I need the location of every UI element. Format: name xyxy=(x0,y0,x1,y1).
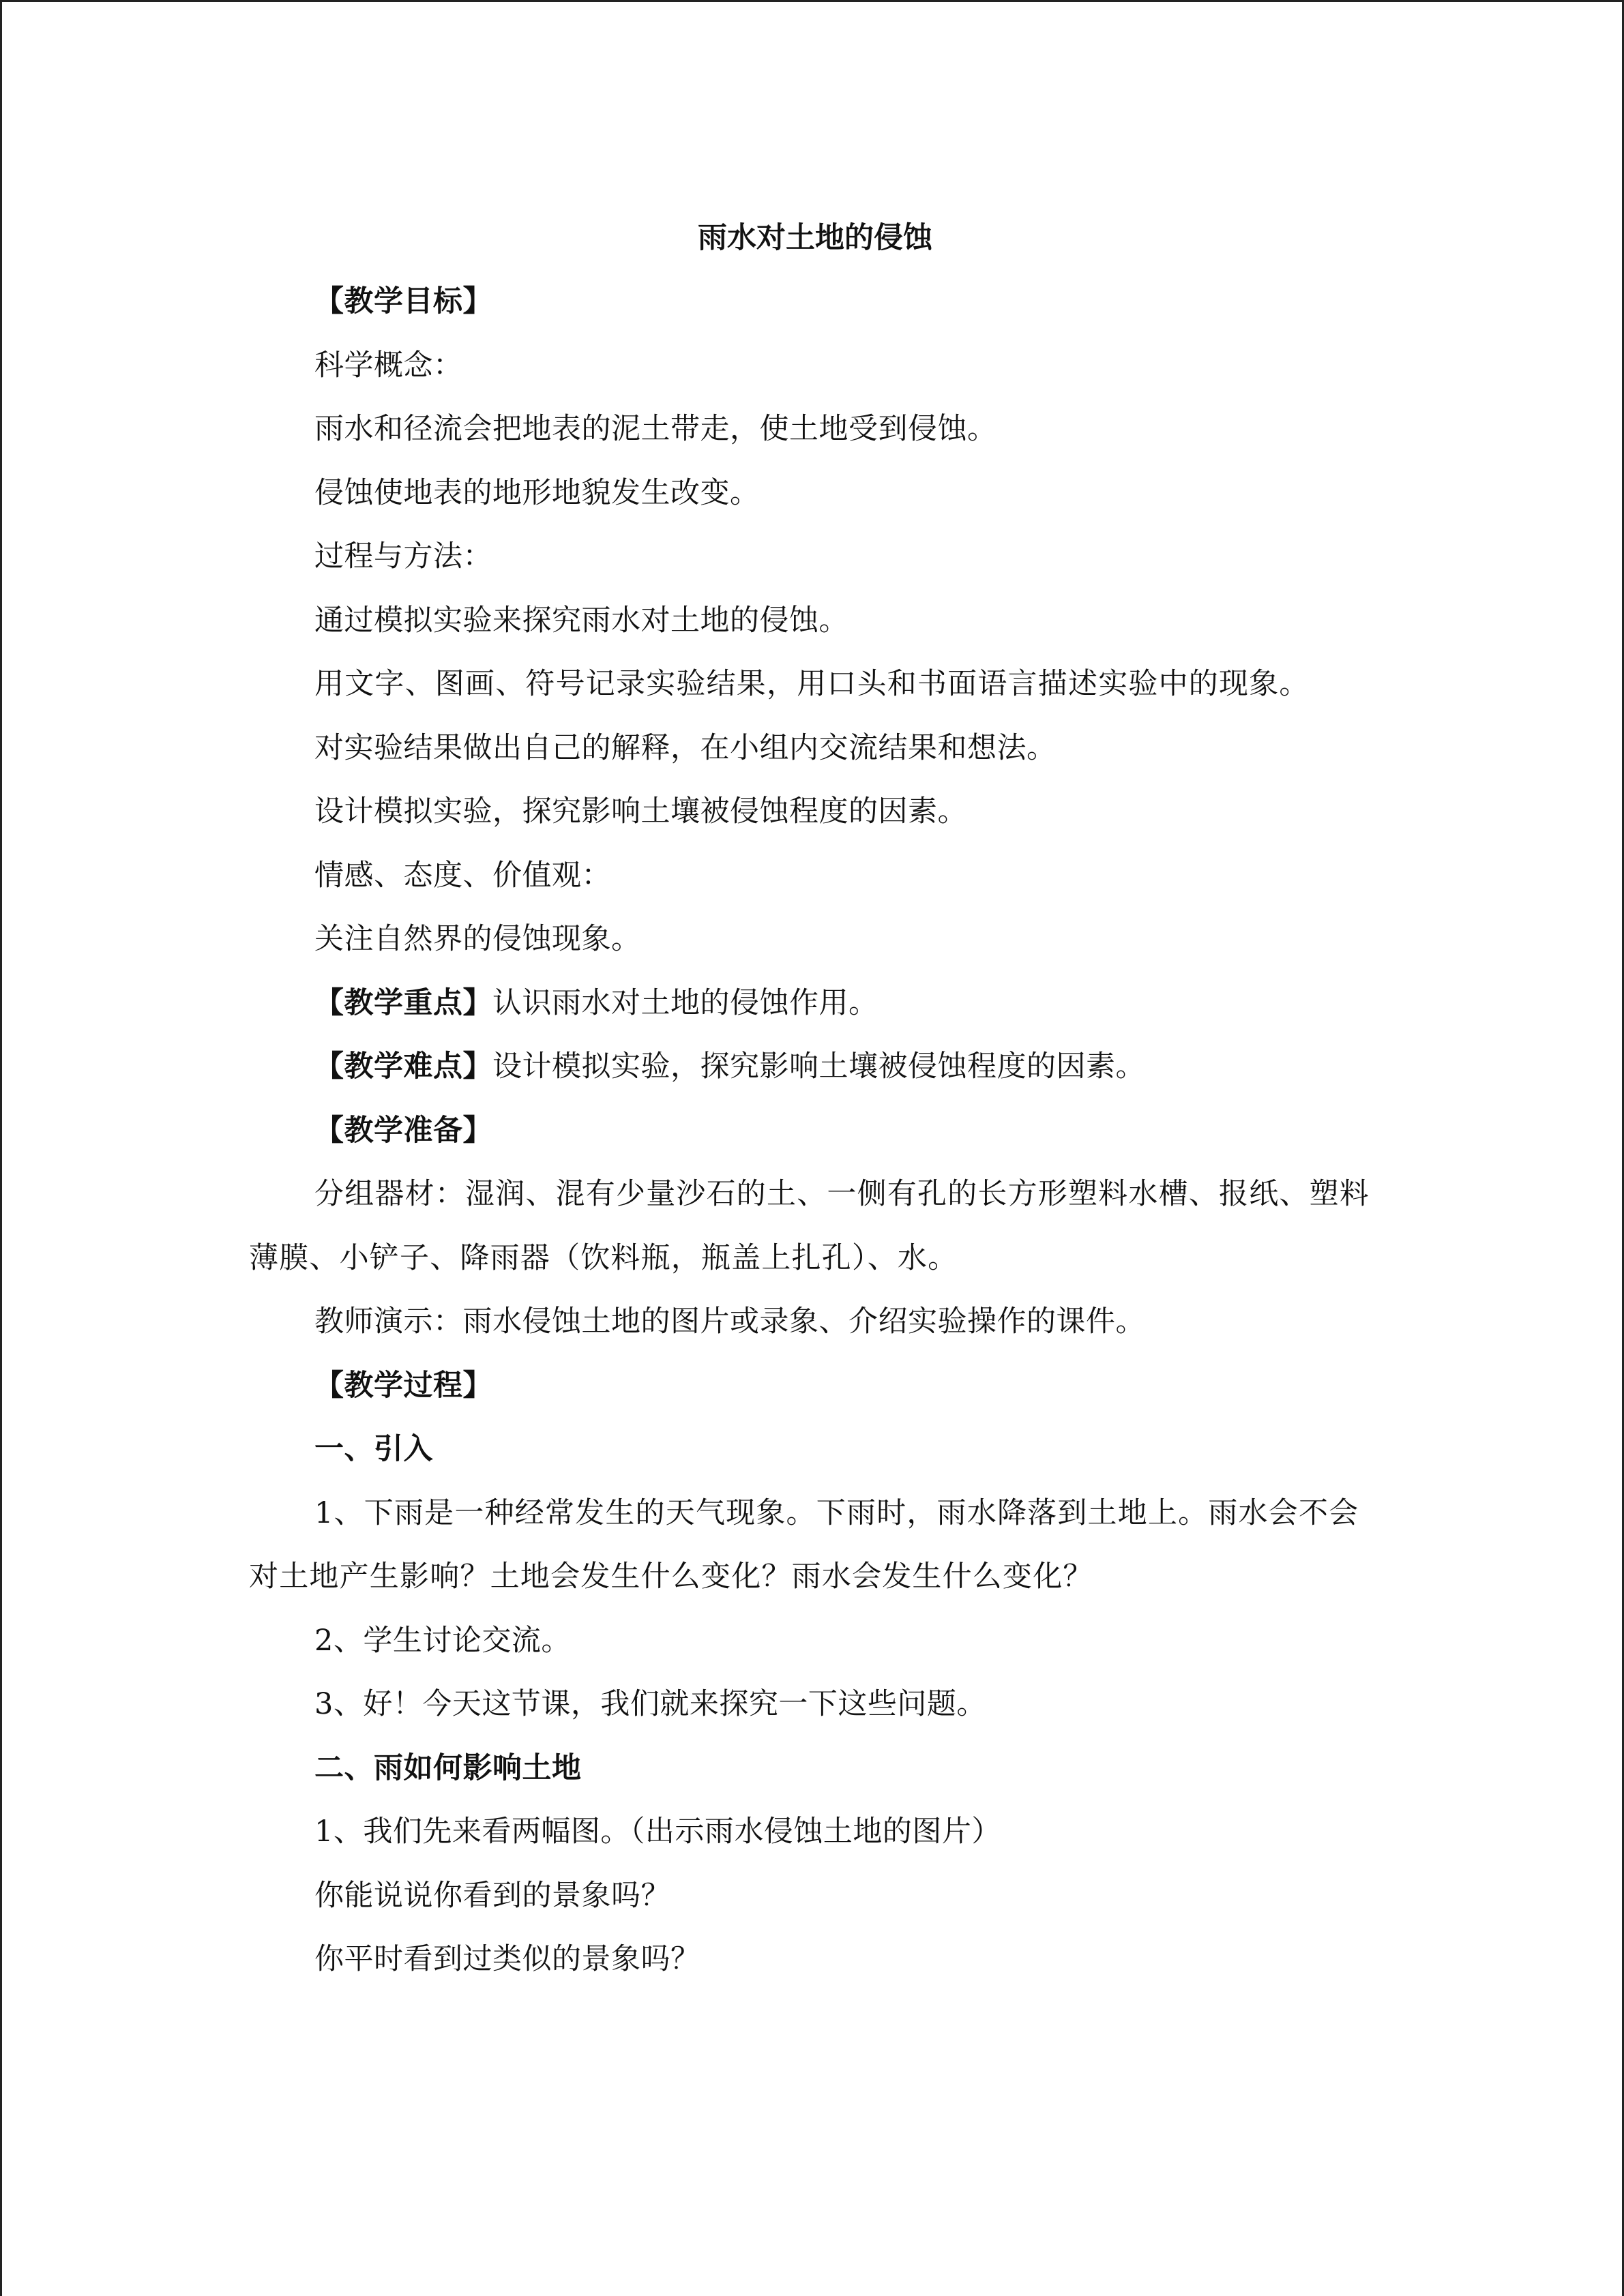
document-body xyxy=(249,207,1381,1992)
paragraph: 教师演示：雨水侵蚀土地的图片或录象、介绍实验操作的课件。 xyxy=(314,1304,1145,1339)
paragraph: 关注自然界的侵蚀现象。 xyxy=(314,922,641,956)
section-heading-key-point: 【教学重点】 xyxy=(314,985,492,1020)
paragraph: 科学概念： xyxy=(314,348,463,383)
paragraph: 对实验结果做出自己的解释，在小组内交流结果和想法。 xyxy=(314,730,1057,765)
difficulty-line xyxy=(249,1035,1381,1099)
difficulty-text: 设计模拟实验，探究影响土壤被侵蚀程度的因素。 xyxy=(492,1049,1145,1084)
key-point-line xyxy=(249,972,1381,1036)
paragraph: 用文字、图画、符号记录实验结果，用口头和书面语言描述实验中的现象。 xyxy=(314,667,1310,701)
paragraph: 3、好！今天这节课，我们就来探究一下这些问题。 xyxy=(314,1687,986,1721)
subsection-heading-rain-effect: 二、雨如何影响土地 xyxy=(314,1750,582,1785)
subsection-heading-intro: 一、引入 xyxy=(314,1432,433,1466)
paragraph: 侵蚀使地表的地形地貌发生改变。 xyxy=(314,475,760,510)
paragraph: 设计模拟实验，探究影响土壤被侵蚀程度的因素。 xyxy=(314,794,967,829)
paragraph: 1、下雨是一种经常发生的天气现象。下雨时，雨水降落到土地上。雨水会不会对土地产生影响？土地会发生什么变化？雨水会发生什么变化？ xyxy=(249,1495,1359,1594)
paragraph: 你能说说你看到的景象吗？ xyxy=(314,1878,670,1913)
section-heading-preparation: 【教学准备】 xyxy=(314,1113,492,1148)
paragraph: 分组器材：湿润、混有少量沙石的土、一侧有孔的长方形塑料水槽、报纸、塑料薄膜、小铲子、降雨器（饮料瓶，瓶盖上扎孔）、水。 xyxy=(249,1177,1370,1275)
paragraph: 1、我们先来看两幅图。（出示雨水侵蚀土地的图片） xyxy=(314,1815,1001,1849)
section-heading-difficulty: 【教学难点】 xyxy=(314,1049,492,1084)
paragraph: 情感、态度、价值观： xyxy=(314,858,611,893)
paragraph: 过程与方法： xyxy=(314,539,492,573)
document-title: 雨水对土地的侵蚀 xyxy=(698,221,932,255)
paragraph: 你平时看到过类似的景象吗？ xyxy=(314,1942,700,1976)
paragraph: 雨水和径流会把地表的泥土带走，使土地受到侵蚀。 xyxy=(314,412,997,446)
paragraph: 2、学生讨论交流。 xyxy=(314,1623,571,1658)
key-point-text: 认识雨水对土地的侵蚀作用。 xyxy=(492,985,879,1020)
paragraph: 通过模拟实验来探究雨水对土地的侵蚀。 xyxy=(314,603,848,638)
section-heading-objectives: 【教学目标】 xyxy=(314,284,492,318)
section-heading-process: 【教学过程】 xyxy=(314,1368,492,1403)
